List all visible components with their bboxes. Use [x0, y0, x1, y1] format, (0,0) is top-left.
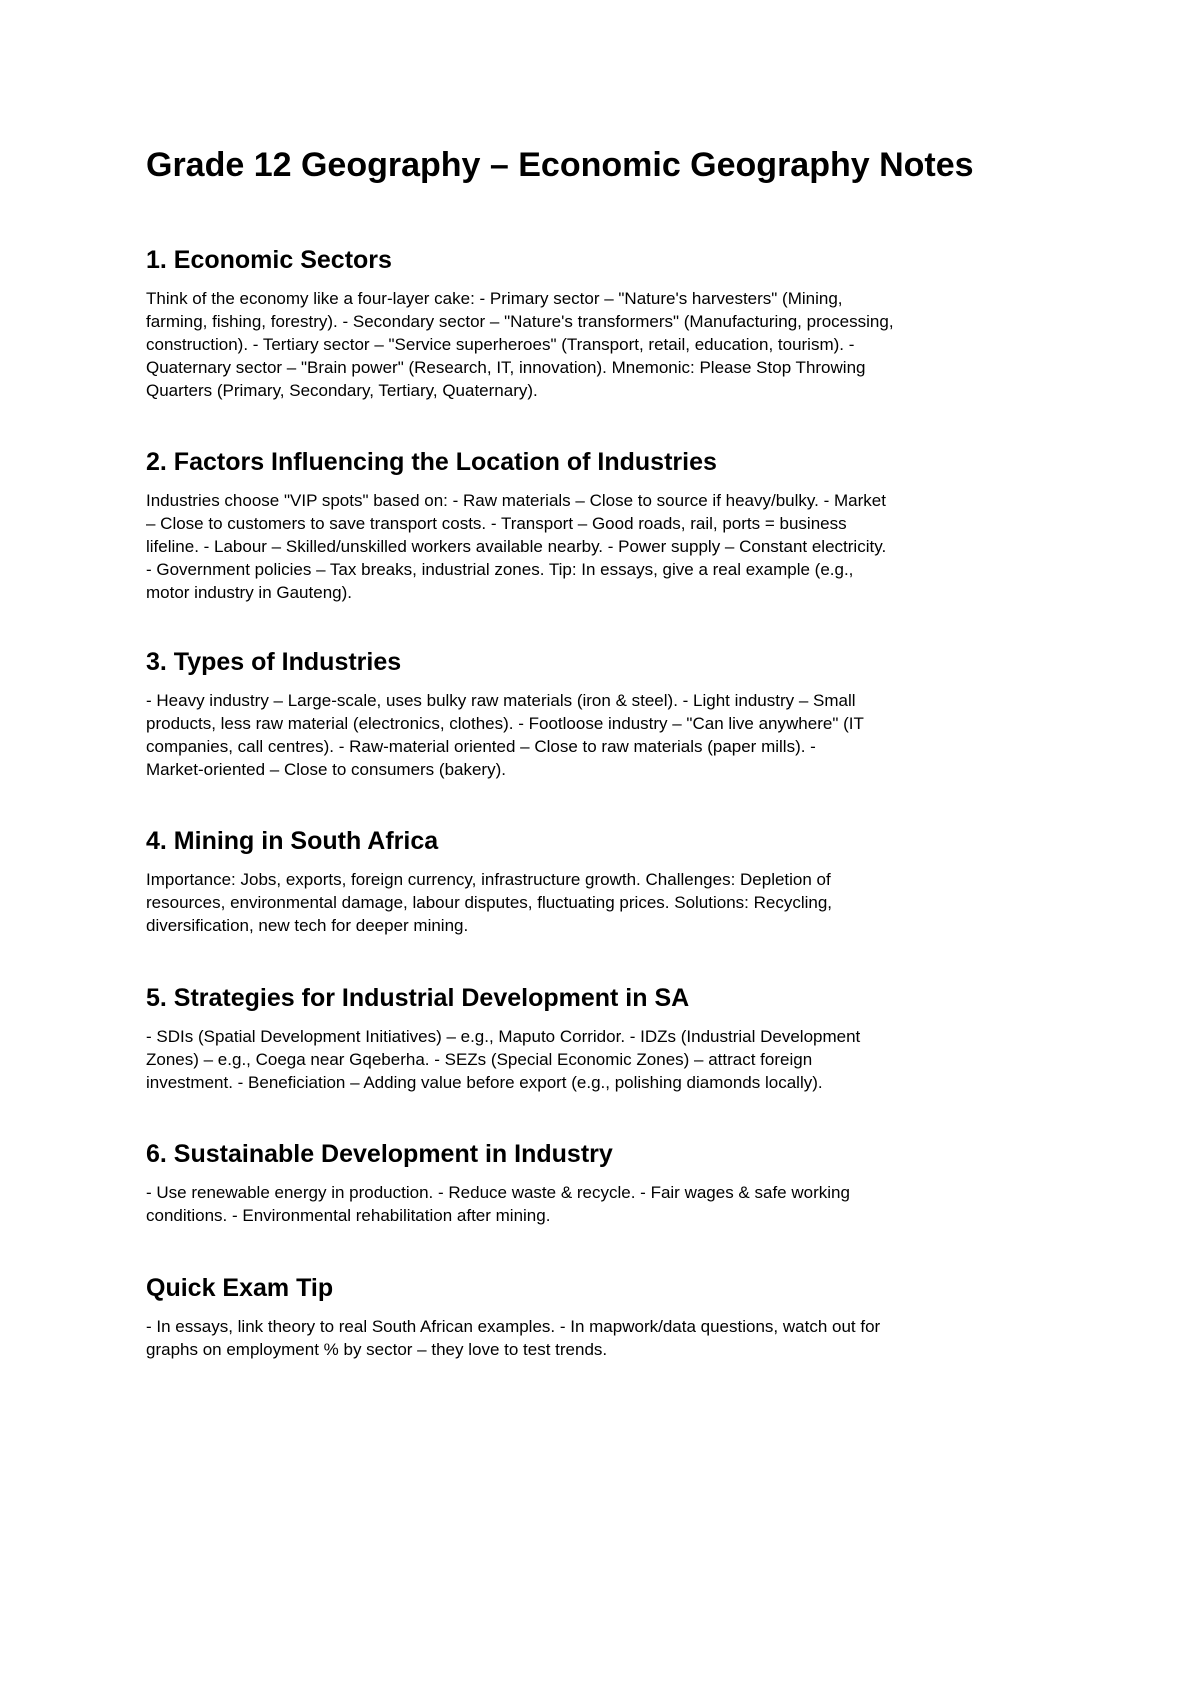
section-types-of-industries: [146, 647, 864, 781]
section-body: [146, 489, 886, 604]
section-heading: 4. Mining in South Africa: [146, 827, 439, 855]
document-title: Grade 12 Geography – Economic Geography Notes: [146, 146, 974, 184]
section-heading: 2. Factors Influencing the Location of Industries: [146, 448, 717, 476]
body-line: lifeline. - Labour – Skilled/unskilled workers available nearby. - Power supply – Constant electricity.: [146, 537, 887, 556]
body-line: conditions. - Environmental rehabilitation after mining.: [146, 1206, 551, 1225]
body-line: graphs on employment % by sector – they love to test trends.: [146, 1340, 608, 1359]
section-heading: 6. Sustainable Development in Industry: [146, 1140, 613, 1168]
section-location-factors: [146, 447, 886, 604]
body-line: motor industry in Gauteng).: [146, 583, 352, 602]
section-body: [146, 1181, 850, 1227]
body-line: investment. - Beneficiation – Adding value before export (e.g., polishing diamonds locally).: [146, 1073, 823, 1092]
body-line: - Use renewable energy in production. - Reduce waste & recycle. - Fair wages & safe working: [146, 1183, 850, 1202]
body-line: Quarters (Primary, Secondary, Tertiary, Quaternary).: [146, 381, 538, 400]
body-line: construction). - Tertiary sector – "Service superheroes" (Transport, retail, education, tourism). -: [146, 335, 855, 354]
section-heading: 5. Strategies for Industrial Development in SA: [146, 984, 690, 1012]
body-line: - Heavy industry – Large-scale, uses bulky raw materials (iron & steel). - Light industry – Small: [146, 691, 856, 710]
section-sustainable-development: [146, 1139, 850, 1227]
section-heading: Quick Exam Tip: [146, 1274, 334, 1302]
body-line: Think of the economy like a four-layer cake: - Primary sector – "Nature's harvesters" (Mining,: [146, 289, 843, 308]
body-line: resources, environmental damage, labour disputes, fluctuating prices. Solutions: Recycling,: [146, 893, 833, 912]
body-line: Zones) – e.g., Coega near Gqeberha. - SEZs (Special Economic Zones) – attract foreign: [146, 1050, 813, 1069]
body-line: Quaternary sector – "Brain power" (Research, IT, innovation). Mnemonic: Please Stop Throwing: [146, 358, 866, 377]
body-line: - In essays, link theory to real South African examples. - In mapwork/data questions, watch out for: [146, 1317, 881, 1336]
body-line: diversification, new tech for deeper mining.: [146, 916, 469, 935]
section-economic-sectors: [146, 245, 894, 402]
section-body: [146, 1315, 880, 1361]
section-body: [146, 287, 894, 402]
body-line: – Close to customers to save transport costs. - Transport – Good roads, rail, ports = business: [146, 514, 847, 533]
body-line: Industries choose "VIP spots" based on: - Raw materials – Close to source if heavy/bulky. - Market: [146, 491, 886, 510]
body-line: Importance: Jobs, exports, foreign currency, infrastructure growth. Challenges: Depletion of: [146, 870, 831, 889]
body-line: - Government policies – Tax breaks, industrial zones. Tip: In essays, give a real example (e.g.,: [146, 560, 854, 579]
body-line: companies, call centres). - Raw-material oriented – Close to raw materials (paper mills). -: [146, 737, 816, 756]
body-line: products, less raw material (electronics, clothes). - Footloose industry – "Can live anywhere" (IT: [146, 714, 864, 733]
section-strategies: [146, 983, 860, 1094]
section-mining: [146, 826, 832, 937]
section-heading: 3. Types of Industries: [146, 648, 402, 676]
body-line: farming, fishing, forestry). - Secondary sector – "Nature's transformers" (Manufacturing, processing,: [146, 312, 894, 331]
section-body: [146, 1025, 860, 1094]
section-body: [146, 689, 864, 781]
section-body: [146, 868, 832, 937]
section-exam-tip: [146, 1273, 880, 1361]
body-line: - SDIs (Spatial Development Initiatives) – e.g., Maputo Corridor. - IDZs (Industrial Development: [146, 1027, 861, 1046]
section-heading: 1. Economic Sectors: [146, 246, 392, 274]
body-line: Market-oriented – Close to consumers (bakery).: [146, 760, 506, 779]
